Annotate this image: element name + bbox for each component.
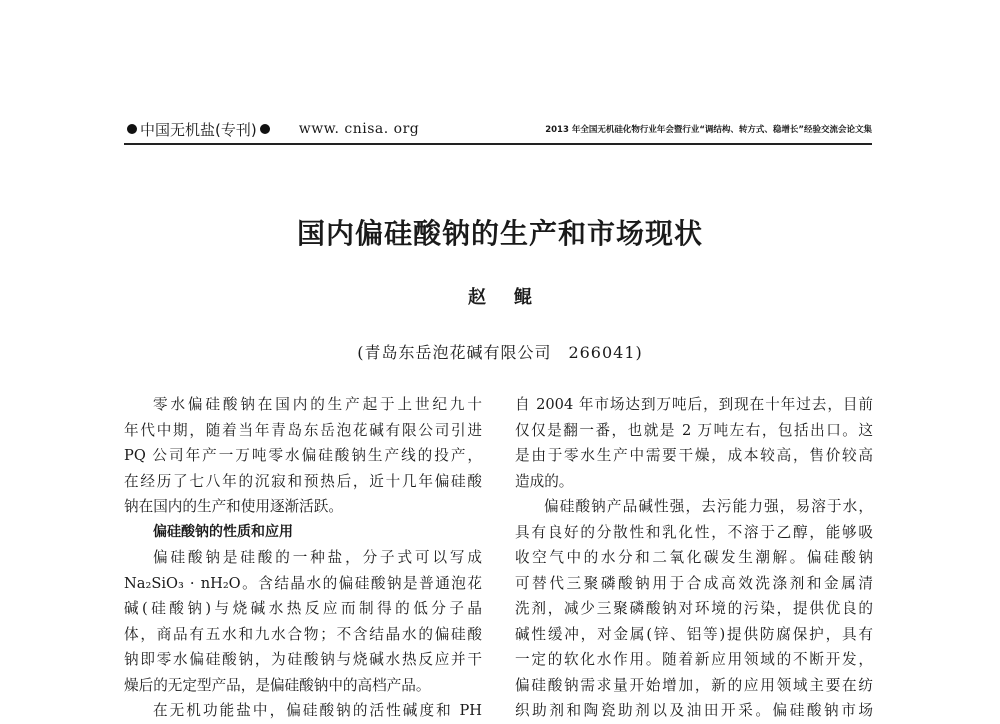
proceedings-title: 2013 年全国无机硅化物行业年会暨行业“调结构、转方式、稳增长”经验交流会论文集 [545,125,872,135]
paragraph-line: 年代中期，随着当年青岛东岳泡花碱有限公司引进 [124,421,482,439]
paragraph-line: 在无机功能盐中，偏硅酸钠的活性碱度和 PH [153,702,482,719]
bullet-icon [260,124,270,134]
journal-name: 中国无机盐(专刊) [140,120,257,139]
paragraph-line: 在经历了七八年的沉寂和预热后，近十几年偏硅酸 [124,472,482,490]
paragraph-line: 偏硅酸钠是硅酸的一种盐，分子式可以写成 [153,549,482,566]
paragraph-line: 造成的。 [515,472,574,490]
running-header [124,119,872,139]
left-column [124,392,482,724]
paragraph-line: 体，商品有五水和九水合物；不含结晶水的偏硅酸 [124,625,482,643]
paragraph-line: 收空气中的水分和二氧化碳发生潮解。偏硅酸钠 [515,549,873,566]
paragraph-line: 偏硅酸钠需求量开始增加，新的应用领域主要在纺 [515,676,873,694]
paragraph-line: 碱(硅酸钠)与烧碱水热反应而制得的低分子晶 [124,600,482,617]
paragraph-line: 偏硅酸钠产品碱性强，去污能力强，易溶于水， [544,498,873,515]
journal-name-group [124,119,273,140]
paragraph-line: PQ 公司年产一万吨零水偏硅酸钠生产线的投产， [124,447,482,464]
paragraph-line: 钠在国内的生产和使用逐渐活跃。 [124,498,343,515]
right-column [515,392,873,724]
paragraph-line: 自 2004 年市场达到万吨后，到现在十年过去，目前 [515,396,873,413]
section-heading: 偏硅酸钠的性质和应用 [153,523,293,540]
author-affiliation: (青岛东岳泡花碱有限公司 266041) [357,343,643,362]
author-given-name: 鲲 [514,287,532,308]
article-title: 国内偏硅酸钠的生产和市场现状 [296,217,703,250]
paragraph-line: 钠即零水偏硅酸钠，为硅酸钠与烧碱水热反应并干 [124,651,482,668]
author-surname: 赵 [468,287,486,308]
paragraph-line: 是由于零水生产中需要干燥，成本较高，售价较高 [515,447,873,464]
journal-url: www. cnisa. org [298,121,420,137]
paragraph-line: 一定的软化水作用。随着新应用领域的不断开发， [515,651,873,668]
paragraph-line: 具有良好的分散性和乳化性，不溶于乙醇，能够吸 [515,523,873,541]
author-name [0,283,1000,309]
paragraph-line: 碱性缓冲，对金属(锌、铝等)提供防腐保护，具有 [515,625,873,643]
paragraph-line: 仅仅是翻一番，也就是 2 万吨左右，包括出口。这 [515,421,873,439]
bullet-icon [127,124,137,134]
header-rule [124,143,872,145]
paragraph-line: 织助剂和陶瓷助剂以及油田开采。偏硅酸钠市场 [515,702,873,719]
paragraph-line: 零水偏硅酸钠在国内的生产起于上世纪九十 [153,396,482,413]
paragraph-line: 洗剂，减少三聚磷酸钠对环境的污染，提供优良的 [515,600,873,617]
paragraph-line: 燥后的无定型产品，是偏硅酸钠中的高档产品。 [124,676,431,694]
paragraph-line: Na₂SiO₃ · nH₂O。含结晶水的偏硅酸钠是普通泡花 [124,574,482,592]
paragraph-line: 可替代三聚磷酸钠用于合成高效洗涤剂和金属清 [515,574,873,592]
